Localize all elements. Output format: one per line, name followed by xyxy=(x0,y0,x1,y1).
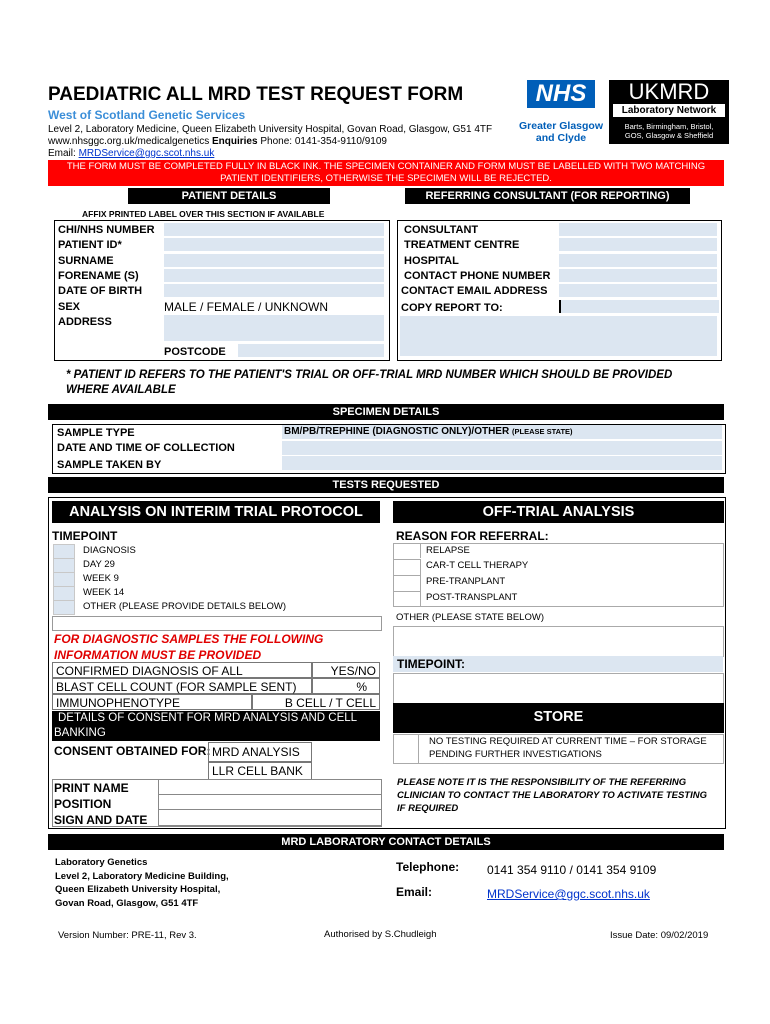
ukmrd-logo-text: UKMRD xyxy=(628,79,710,104)
issue-date: Issue Date: 09/02/2019 xyxy=(610,930,709,941)
day29-label: DAY 29 xyxy=(83,559,115,570)
ukmrd-cities-1: Barts, Birmingham, Bristol, xyxy=(624,122,714,131)
contact-phone-field[interactable] xyxy=(559,269,717,282)
position-field[interactable] xyxy=(158,794,382,810)
dob-field[interactable] xyxy=(164,284,384,297)
chi-nhs-field[interactable] xyxy=(164,223,384,236)
enquiries-phone: Phone: 0141-354-9110/9109 xyxy=(260,136,387,147)
warning-banner xyxy=(48,160,724,186)
authorised-by: Authorised by S.Chudleigh xyxy=(324,929,437,940)
consent-details-line-1: DETAILS OF CONSENT FOR MRD ANALYSIS AND CELL xyxy=(58,712,358,724)
hospital-label: HOSPITAL xyxy=(404,255,459,267)
week14-label: WEEK 14 xyxy=(83,587,125,598)
email-label: Email: xyxy=(48,148,76,159)
print-name-label: PRINT NAME xyxy=(54,781,129,795)
referring-consultant-header: REFERRING CONSULTANT (FOR REPORTING) xyxy=(405,188,690,204)
timepoint-other-box[interactable] xyxy=(52,616,382,631)
week9-label: WEEK 9 xyxy=(83,573,119,584)
off-timepoint-field[interactable] xyxy=(393,673,724,704)
surname-field[interactable] xyxy=(164,254,384,267)
contact-details-header: MRD LABORATORY CONTACT DETAILS xyxy=(48,834,724,850)
contact-email-field[interactable] xyxy=(559,284,717,297)
relapse-checkbox[interactable] xyxy=(394,544,421,558)
position-label: POSITION xyxy=(54,797,112,811)
copy-report-label: COPY REPORT TO: xyxy=(401,302,503,314)
car-t-checkbox[interactable] xyxy=(394,559,421,575)
sample-type-options-text: BM/PB/TREPHINE (DIAGNOSTIC ONLY)/OTHER xyxy=(284,426,510,437)
address-field[interactable] xyxy=(164,315,384,341)
enquiries-label: Enquiries xyxy=(211,136,258,147)
lab-address-line-1: Laboratory Genetics xyxy=(55,857,148,868)
sign-date-field[interactable] xyxy=(158,809,382,826)
store-note-line-2: CLINICIAN TO CONTACT THE LABORATORY TO ACTIVATE TESTING xyxy=(397,790,707,801)
lab-address xyxy=(55,856,229,910)
week14-checkbox[interactable] xyxy=(53,586,75,601)
week9-checkbox[interactable] xyxy=(53,572,75,587)
diagnosis-label: DIAGNOSIS xyxy=(83,545,136,556)
other-reason-label: OTHER (PLEASE STATE BELOW) xyxy=(396,612,544,623)
post-transplant-checkbox[interactable] xyxy=(394,591,421,606)
contact-email-label-footer: Email: xyxy=(396,885,433,899)
other-checkbox[interactable] xyxy=(53,600,75,615)
diagnosis-checkbox[interactable] xyxy=(53,544,75,559)
post-transplant-label: POST-TRANSPLANT xyxy=(426,592,518,603)
immunophenotype-value[interactable]: B CELL / T CELL xyxy=(252,694,380,710)
specimen-details-header: SPECIMEN DETAILS xyxy=(48,404,724,420)
ukmrd-logo-sub: Laboratory Network xyxy=(613,104,725,117)
store-title: STORE xyxy=(393,703,724,733)
taken-by-label: SAMPLE TAKEN BY xyxy=(57,459,162,471)
consultant-label: CONSULTANT xyxy=(404,224,479,236)
patient-id-field[interactable] xyxy=(164,238,384,251)
nhs-logo-sub1: Greater Glasgow xyxy=(518,120,604,132)
consent-mrd-option[interactable]: MRD ANALYSIS xyxy=(208,742,312,762)
copy-report-field[interactable] xyxy=(559,300,719,313)
relapse-label: RELAPSE xyxy=(426,545,470,556)
telephone-label: Telephone: xyxy=(396,860,460,874)
store-text-line-1: NO TESTING REQUIRED AT CURRENT TIME – FOR STORAGE xyxy=(429,736,707,747)
hospital-field[interactable] xyxy=(559,254,717,267)
page-title: PAEDIATRIC ALL MRD TEST REQUEST FORM xyxy=(48,84,464,105)
sample-type-options-note: (PLEASE STATE) xyxy=(511,427,573,436)
diagnostic-note-line-1: FOR DIAGNOSTIC SAMPLES THE FOLLOWING xyxy=(54,632,324,646)
lab-address-line-4: Govan Road, Glasgow, G51 4TF xyxy=(55,897,199,909)
sex-label: SEX xyxy=(58,301,81,313)
lab-address-line-3: Queen Elizabeth University Hospital, xyxy=(55,884,221,895)
consent-details-bar xyxy=(52,711,380,741)
patient-details-header: PATIENT DETAILS xyxy=(128,188,330,204)
chi-nhs-label: CHI/NHS NUMBER xyxy=(58,224,155,236)
tests-requested-header: TESTS REQUESTED xyxy=(48,477,724,493)
postcode-label: POSTCODE xyxy=(164,346,226,358)
car-t-label: CAR-T CELL THERAPY xyxy=(426,560,529,571)
email-line xyxy=(48,148,214,159)
email-link[interactable]: MRDService@ggc.scot.nhs.uk xyxy=(78,148,215,159)
confirmed-diagnosis-label: CONFIRMED DIAGNOSIS OF ALL xyxy=(52,662,312,678)
consent-llr-option[interactable]: LLR CELL BANK xyxy=(208,762,312,780)
other-reason-field[interactable] xyxy=(393,626,724,657)
pre-transplant-checkbox[interactable] xyxy=(394,575,421,591)
pre-transplant-label: PRE-TRANPLANT xyxy=(426,576,506,587)
reason-label: REASON FOR REFERRAL: xyxy=(396,529,549,543)
taken-by-field[interactable] xyxy=(282,456,722,470)
store-text-line-2: PENDING FURTHER INVESTIGATIONS xyxy=(429,749,602,760)
interim-title: ANALYSIS ON INTERIM TRIAL PROTOCOL xyxy=(52,501,380,523)
diagnostic-note xyxy=(54,631,323,663)
forename-field[interactable] xyxy=(164,269,384,282)
store-text-box xyxy=(418,734,724,764)
lab-address-line-2: Level 2, Laboratory Medicine Building, xyxy=(55,870,229,882)
day29-checkbox[interactable] xyxy=(53,558,75,573)
nhs-logo-sub2: and Clyde xyxy=(535,132,587,144)
version-number: Version Number: PRE-11, Rev 3. xyxy=(58,930,197,941)
off-trial-title: OFF-TRIAL ANALYSIS xyxy=(393,501,724,523)
warning-line-1: THE FORM MUST BE COMPLETED FULLY IN BLACK INK. THE SPECIMEN CONTAINER AND FORM MUST BE LABELLED WITH TWO MATCHING xyxy=(66,161,706,172)
contact-email-label: CONTACT EMAIL ADDRESS xyxy=(401,285,548,297)
treatment-centre-label: TREATMENT CENTRE xyxy=(404,239,520,251)
postcode-field[interactable] xyxy=(238,344,384,357)
contact-email-link[interactable]: MRDService@ggc.scot.nhs.uk xyxy=(487,887,650,901)
address-label: ADDRESS xyxy=(58,316,112,328)
sex-options[interactable]: MALE / FEMALE / UNKNOWN xyxy=(164,300,329,314)
telephone-value: 0141 354 9110 / 0141 354 9109 xyxy=(487,863,657,877)
nhs-logo-mark: NHS xyxy=(527,80,595,108)
sample-type-options[interactable] xyxy=(284,426,573,437)
copy-report-field-2[interactable] xyxy=(400,316,717,356)
surname-label: SURNAME xyxy=(58,255,114,267)
website-link[interactable]: www.nhsggc.org.uk/medicalgenetics xyxy=(48,136,210,147)
org-address: Level 2, Laboratory Medicine, Queen Elizabeth University Hospital, Govan Road, Glasgow, G51 4TF xyxy=(48,124,493,135)
store-checkbox[interactable] xyxy=(393,734,419,764)
consultant-field[interactable] xyxy=(559,223,717,236)
forename-label: FORENAME (S) xyxy=(58,270,139,282)
website-line xyxy=(48,136,387,147)
sample-type-label: SAMPLE TYPE xyxy=(57,427,135,439)
store-note xyxy=(397,776,707,815)
dob-label: DATE OF BIRTH xyxy=(58,285,143,297)
consent-details-line-2: BANKING xyxy=(54,727,106,739)
print-name-field[interactable] xyxy=(158,779,382,795)
store-note-line-1: PLEASE NOTE IT IS THE RESPONSIBILITY OF THE REFERRING xyxy=(397,777,687,788)
confirmed-diagnosis-value[interactable]: YES/NO xyxy=(312,662,380,678)
store-note-line-3: IF REQUIRED xyxy=(397,803,459,814)
affix-label-note: AFFIX PRINTED LABEL OVER THIS SECTION IF AVAILABLE xyxy=(82,209,325,219)
off-timepoint-label: TIMEPOINT: xyxy=(397,657,465,671)
contact-phone-label: CONTACT PHONE NUMBER xyxy=(404,270,551,282)
ukmrd-logo xyxy=(609,80,729,144)
patient-id-note xyxy=(66,368,672,398)
nhs-logo xyxy=(515,80,607,144)
diagnostic-note-line-2: INFORMATION MUST BE PROVIDED xyxy=(54,648,262,662)
collection-label: DATE AND TIME OF COLLECTION xyxy=(57,442,235,454)
org-name: West of Scotland Genetic Services xyxy=(48,108,246,122)
blast-count-label: BLAST CELL COUNT (FOR SAMPLE SENT) xyxy=(52,678,312,694)
immunophenotype-label: IMMUNOPHENOTYPE xyxy=(52,694,252,710)
patient-id-note-line-1: * PATIENT ID REFERS TO THE PATIENT'S TRIAL OR OFF-TRIAL MRD NUMBER WHICH SHOULD BE PROVIDED xyxy=(66,369,673,381)
warning-line-2: PATIENT IDENTIFIERS, OTHERWISE THE SPECIMEN WILL BE REJECTED. xyxy=(220,173,552,184)
patient-id-note-line-2: WHERE AVAILABLE xyxy=(66,384,176,396)
timepoint-label: TIMEPOINT xyxy=(52,529,118,543)
blast-count-value[interactable]: % xyxy=(312,678,380,694)
other-label: OTHER (PLEASE PROVIDE DETAILS BELOW) xyxy=(83,601,287,612)
patient-id-label: PATIENT ID* xyxy=(58,239,122,251)
ukmrd-cities-2: GOS, Glasgow & Sheffield xyxy=(624,131,714,140)
consent-obtained-label: CONSENT OBTAINED FOR: xyxy=(54,744,211,758)
treatment-centre-field[interactable] xyxy=(559,238,717,251)
collection-field[interactable] xyxy=(282,441,722,455)
sign-date-label: SIGN AND DATE xyxy=(54,813,148,827)
